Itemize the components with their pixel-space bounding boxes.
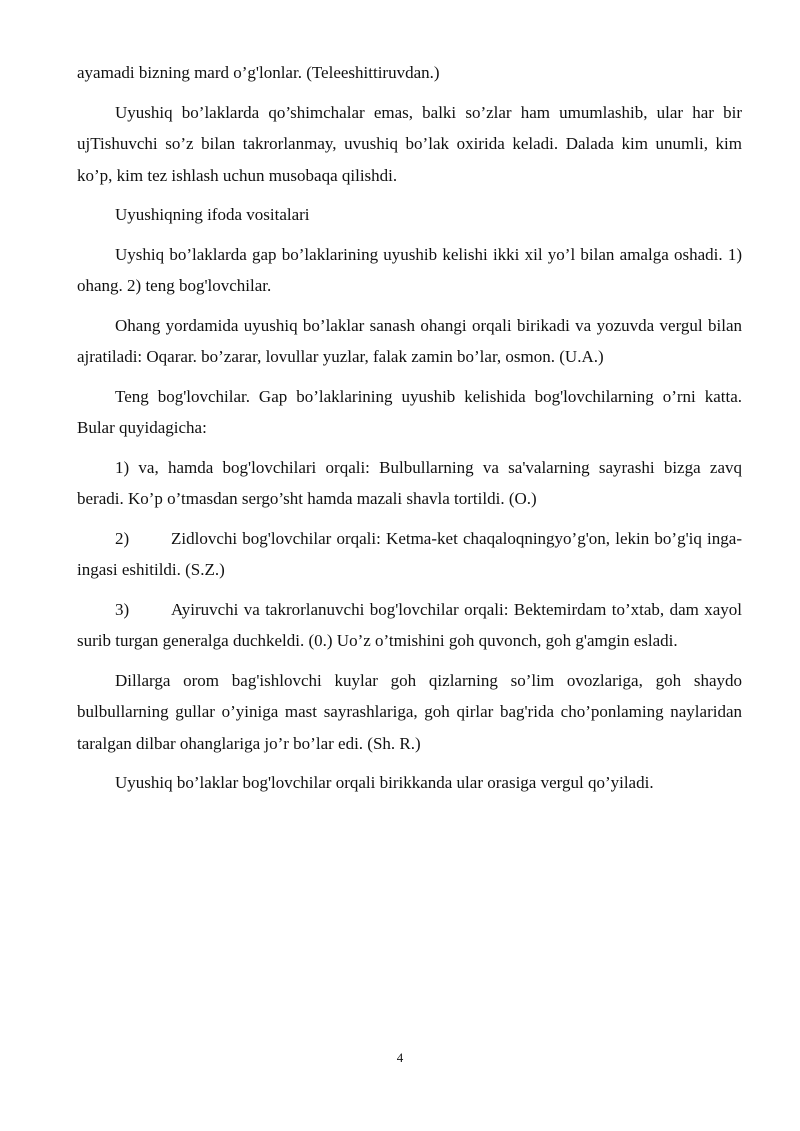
paragraph: Uyshiq bo’laklarda gap bo’laklarining uyushib kelishi ikki xil yo’l bilan amalga oshadi. 1) ohang. 2) teng bog'lovchilar. (77, 244, 742, 295)
section-heading: Uyushiqning ifoda vositalari (115, 205, 310, 224)
paragraph: Dillarga orom bag'ishlovchi kuylar goh qizlarning so’lim ovozlariga, goh shaydo bulbullarning gullar o’yiniga mast sayrashlariga, goh qirlar bag'rida cho’ponlaming naylaridan taralgan dilbar ohanglariga jo’r bo’lar edi. (Sh. R.) (77, 670, 742, 753)
list-item-number: 2) (115, 528, 130, 548)
list-item (77, 594, 742, 657)
paragraph-continuation: ayamadi bizning mard o’g'lonlar. (Teleeshittiruvdan.) (77, 63, 440, 82)
paragraph: Uyushiq bo’laklar bog'lovchilar orqali birikkanda ular orasiga vergul qo’yiladi. (115, 773, 654, 792)
document-page (77, 57, 742, 807)
list-item-text: Zidlovchi bog'lovchilar orqali: Ketma-ket chaqaloqningyo’g'on, lekin bo’g'iq inga-ingasi eshitildi. (S.Z.) (77, 528, 742, 579)
page-number: 4 (396, 1050, 404, 1065)
list-item: 1) va, hamda bog'lovchilari orqali: Bulbullarning va sa'valarning sayrashi bizga zavq beradi. Ko’p o’tmasdan sergo’sht hamda mazali shavla tortildi. (O.) (77, 457, 742, 508)
paragraph: Uyushiq bo’laklarda qo’shimchalar emas, balki so’zlar ham umumlashib, ular har bir ujTishuvchi so’z bilan takrorlanmay, uvushiq bo’lak oxirida keladi. Dalada kim unumli, kim ko’p, kim tez ishlash uchun musobaqa qilishdi. (77, 102, 742, 185)
paragraph: Teng bog'lovchilar. Gap bo’laklarining uyushib kelishida bog'lovchilarning o’rni katta. Bular quyidagicha: (77, 386, 742, 437)
paragraph: Ohang yordamida uyushiq bo’laklar sanash ohangi orqali birikadi va yozuvda vergul bilan ajratiladi: Oqarar. bo’zarar, lovullar yuzlar, falak zamin bo’lar, osmon. (U.A.) (77, 315, 742, 366)
list-item-text: Ayiruvchi va takrorlanuvchi bog'lovchilar orqali: Bektemirdam to’xtab, dam xayol surib turgan generalga duchkeldi. (0.) Uo’z o’tmishini goh quvonch, goh g'amgin esladi. (77, 599, 742, 650)
list-item-number: 3) (115, 599, 130, 619)
list-item (77, 523, 742, 586)
